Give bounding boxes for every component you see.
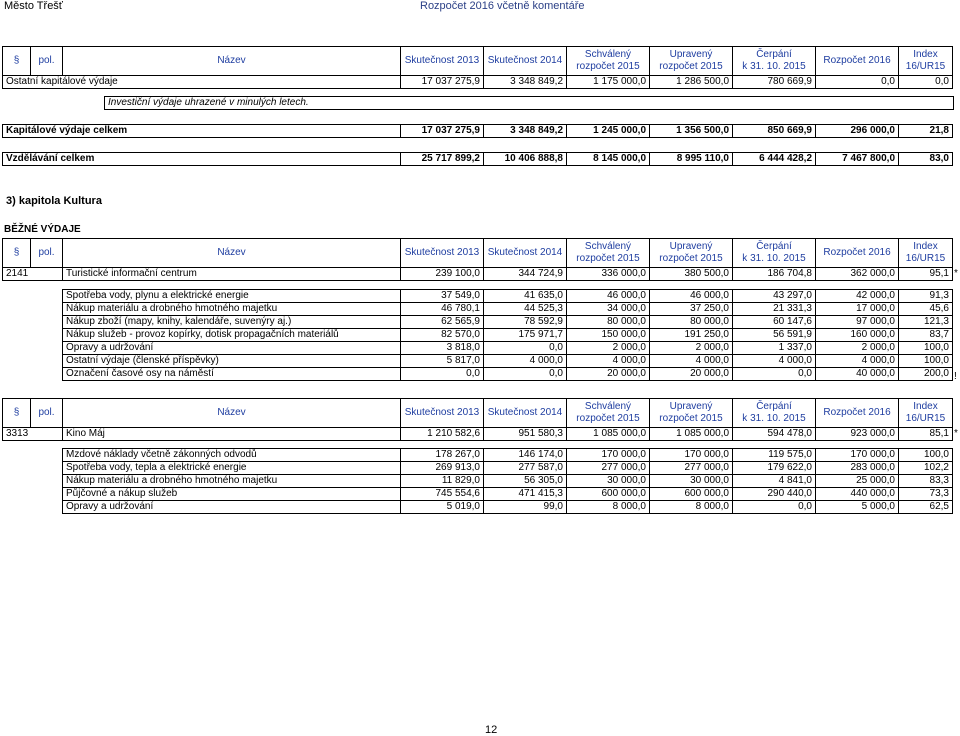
cell: 119 575,0: [733, 449, 816, 462]
cell: 3 818,0: [401, 342, 484, 355]
cell: 0,0: [484, 368, 567, 381]
cell: 82 570,0: [401, 329, 484, 342]
cell: 85,1: [899, 428, 953, 441]
cell: 200,0: [899, 368, 953, 381]
cell: 5 817,0: [401, 355, 484, 368]
table-row: [63, 303, 953, 316]
cell: 4 000,0: [650, 355, 733, 368]
cell: 951 580,3: [484, 428, 567, 441]
row-name: Kino Máj: [63, 428, 401, 441]
cell: 20 000,0: [650, 368, 733, 381]
row-name: Spotřeba vody, plynu a elektrické energie: [63, 290, 401, 303]
cell: 121,3: [899, 316, 953, 329]
cell: 850 669,9: [733, 125, 816, 138]
block1-items-table: [62, 289, 953, 381]
col-index: Index 16/UR15: [899, 399, 953, 428]
cell: 4 000,0: [484, 355, 567, 368]
cell: 45,6: [899, 303, 953, 316]
cell: 283 000,0: [816, 462, 899, 475]
col-cerpani: Čerpání k 31. 10. 2015: [733, 47, 816, 76]
cell: 146 174,0: [484, 449, 567, 462]
cell: 97 000,0: [816, 316, 899, 329]
kap-total-table: [2, 124, 953, 138]
cell: 25 000,0: [816, 475, 899, 488]
cell: 62,5: [899, 501, 953, 514]
cell: 191 250,0: [650, 329, 733, 342]
cell: 5 000,0: [816, 501, 899, 514]
cell: 160 000,0: [816, 329, 899, 342]
cell: 1 245 000,0: [567, 125, 650, 138]
cell: 100,0: [899, 449, 953, 462]
table-row: [63, 355, 953, 368]
cell: 78 592,9: [484, 316, 567, 329]
col-pol: pol.: [31, 47, 63, 76]
cell: 178 267,0: [401, 449, 484, 462]
cell: 80 000,0: [567, 316, 650, 329]
cell: 1 337,0: [733, 342, 816, 355]
cell: 3 348 849,2: [484, 76, 567, 89]
vzdel-total-table: [2, 152, 953, 166]
cell: 0,0: [733, 501, 816, 514]
cell: 2 000,0: [567, 342, 650, 355]
cell: 1 210 582,6: [401, 428, 484, 441]
col-s2014: Skutečnost 2014: [484, 399, 567, 428]
cell: 5 019,0: [401, 501, 484, 514]
cell: 44 525,3: [484, 303, 567, 316]
cell: 0,0: [816, 76, 899, 89]
col-cerpani: Čerpání k 31. 10. 2015: [733, 399, 816, 428]
cell: 41 635,0: [484, 290, 567, 303]
cell: 3 348 849,2: [484, 125, 567, 138]
cell: 277 587,0: [484, 462, 567, 475]
row-name: Označení časové osy na náměstí: [63, 368, 401, 381]
cell: 269 913,0: [401, 462, 484, 475]
row-mark: !: [954, 371, 957, 382]
section-title: 3) kapitola Kultura: [6, 195, 102, 207]
col-schvaleny: Schválený rozpočet 2015: [567, 239, 650, 268]
header-document-title: Rozpočet 2016 včetně komentáře: [420, 0, 585, 12]
cell: 1 356 500,0: [650, 125, 733, 138]
cell: 10 406 888,8: [484, 153, 567, 166]
cell: 30 000,0: [567, 475, 650, 488]
paragraph-icon: §: [3, 399, 31, 428]
table-row: [63, 488, 953, 501]
table-row: [63, 449, 953, 462]
cell: 62 565,9: [401, 316, 484, 329]
table-row: [63, 290, 953, 303]
cell: 56 305,0: [484, 475, 567, 488]
cell: 100,0: [899, 355, 953, 368]
table-header-row: [3, 399, 953, 428]
cell: 170 000,0: [650, 449, 733, 462]
col-s2014: Skutečnost 2014: [484, 239, 567, 268]
cell: 440 000,0: [816, 488, 899, 501]
col-nazev: Název: [63, 47, 401, 76]
cell: 170 000,0: [567, 449, 650, 462]
cell: 17 000,0: [816, 303, 899, 316]
cell: 2 000,0: [650, 342, 733, 355]
page-number: 12: [485, 724, 498, 736]
header-town: Město Třešť: [4, 0, 63, 12]
row-name: Opravy a udržování: [63, 342, 401, 355]
cell: 17 037 275,9: [401, 125, 484, 138]
col-s2013: Skutečnost 2013: [401, 239, 484, 268]
cell: 4 000,0: [733, 355, 816, 368]
row-mark: *: [954, 428, 958, 439]
cell: 1 175 000,0: [567, 76, 650, 89]
table-row: [3, 76, 953, 89]
cell: 0,0: [401, 368, 484, 381]
row-code: 3313: [3, 428, 63, 441]
row-name: Nákup zboží (mapy, knihy, kalendáře, suvenýry aj.): [63, 316, 401, 329]
col-index: Index 16/UR15: [899, 239, 953, 268]
cell: 21,8: [899, 125, 953, 138]
table-row: [63, 368, 953, 381]
cell: 60 147,6: [733, 316, 816, 329]
row-name: Nákup služeb - provoz kopírky, dotisk propagačních materiálů: [63, 329, 401, 342]
row-name: Opravy a udržování: [63, 501, 401, 514]
row-name: Nákup materiálu a drobného hmotného majetku: [63, 303, 401, 316]
cell: 56 591,9: [733, 329, 816, 342]
col-index: Index 16/UR15: [899, 47, 953, 76]
col-upraveny: Upravený rozpočet 2015: [650, 399, 733, 428]
cell: 471 415,3: [484, 488, 567, 501]
row-name: Ostatní kapitálové výdaje: [3, 76, 401, 89]
note-investment: Investiční výdaje uhrazené v minulých letech.: [104, 96, 954, 110]
cell: 80 000,0: [650, 316, 733, 329]
cell: 923 000,0: [816, 428, 899, 441]
cell: 95,1: [899, 268, 953, 281]
table-row: [63, 501, 953, 514]
col-cerpani: Čerpání k 31. 10. 2015: [733, 239, 816, 268]
cell: 17 037 275,9: [401, 76, 484, 89]
cell: 46 780,1: [401, 303, 484, 316]
cell: 46 000,0: [567, 290, 650, 303]
cell: 4 841,0: [733, 475, 816, 488]
cell: 11 829,0: [401, 475, 484, 488]
cell: 186 704,8: [733, 268, 816, 281]
cell: 1 085 000,0: [650, 428, 733, 441]
row-mark: *: [954, 268, 958, 279]
cell: 780 669,9: [733, 76, 816, 89]
col-nazev: Název: [63, 399, 401, 428]
row-name: Turistické informační centrum: [63, 268, 401, 281]
cell: 277 000,0: [567, 462, 650, 475]
cell: 594 478,0: [733, 428, 816, 441]
cell: 600 000,0: [567, 488, 650, 501]
cell: 290 440,0: [733, 488, 816, 501]
col-rozpocet2016: Rozpočet 2016: [816, 239, 899, 268]
col-s2013: Skutečnost 2013: [401, 47, 484, 76]
cell: 0,0: [484, 342, 567, 355]
cell: 46 000,0: [650, 290, 733, 303]
col-pol: pol.: [31, 399, 63, 428]
cell: 7 467 800,0: [816, 153, 899, 166]
cell: 170 000,0: [816, 449, 899, 462]
cell: 8 145 000,0: [567, 153, 650, 166]
cell: 600 000,0: [650, 488, 733, 501]
col-s2014: Skutečnost 2014: [484, 47, 567, 76]
cell: 0,0: [899, 76, 953, 89]
cell: 380 500,0: [650, 268, 733, 281]
cell: 30 000,0: [650, 475, 733, 488]
cell: 150 000,0: [567, 329, 650, 342]
cell: 100,0: [899, 342, 953, 355]
cell: 40 000,0: [816, 368, 899, 381]
cell: 1 085 000,0: [567, 428, 650, 441]
table-row: [3, 268, 953, 281]
cell: 4 000,0: [816, 355, 899, 368]
table-row: [3, 125, 953, 138]
table-row: [63, 462, 953, 475]
col-pol: pol.: [31, 239, 63, 268]
col-upraveny: Upravený rozpočet 2015: [650, 47, 733, 76]
cell: 37 250,0: [650, 303, 733, 316]
cell: 102,2: [899, 462, 953, 475]
subsection-title: BĚŽNÉ VÝDAJE: [4, 224, 81, 235]
cell: 175 971,7: [484, 329, 567, 342]
table-row: [63, 342, 953, 355]
cell: 91,3: [899, 290, 953, 303]
col-rozpocet2016: Rozpočet 2016: [816, 399, 899, 428]
cell: 277 000,0: [650, 462, 733, 475]
row-name: Půjčovné a nákup služeb: [63, 488, 401, 501]
cell: 43 297,0: [733, 290, 816, 303]
paragraph-icon: §: [3, 47, 31, 76]
cell: 37 549,0: [401, 290, 484, 303]
row-name: Kapitálové výdaje celkem: [3, 125, 401, 138]
table-row: [63, 475, 953, 488]
cell: 239 100,0: [401, 268, 484, 281]
cell: 25 717 899,2: [401, 153, 484, 166]
table-header-row: [3, 47, 953, 76]
cell: 83,3: [899, 475, 953, 488]
col-s2013: Skutečnost 2013: [401, 399, 484, 428]
cell: 6 444 428,2: [733, 153, 816, 166]
cell: 99,0: [484, 501, 567, 514]
table-row: [63, 316, 953, 329]
table-header-row: [3, 239, 953, 268]
top-table: [2, 46, 953, 89]
cell: 73,3: [899, 488, 953, 501]
cell: 1 286 500,0: [650, 76, 733, 89]
cell: 83,7: [899, 329, 953, 342]
cell: 179 622,0: [733, 462, 816, 475]
cell: 344 724,9: [484, 268, 567, 281]
cell: 20 000,0: [567, 368, 650, 381]
row-name: Mzdové náklady včetně zákonných odvodů: [63, 449, 401, 462]
table-row: [63, 329, 953, 342]
row-name: Vzdělávání celkem: [3, 153, 401, 166]
col-upraveny: Upravený rozpočet 2015: [650, 239, 733, 268]
cell: 8 995 110,0: [650, 153, 733, 166]
col-schvaleny: Schválený rozpočet 2015: [567, 47, 650, 76]
row-name: Ostatní výdaje (členské příspěvky): [63, 355, 401, 368]
cell: 296 000,0: [816, 125, 899, 138]
row-name: Spotřeba vody, tepla a elektrické energie: [63, 462, 401, 475]
cell: 8 000,0: [567, 501, 650, 514]
paragraph-icon: §: [3, 239, 31, 268]
cell: 0,0: [733, 368, 816, 381]
col-rozpocet2016: Rozpočet 2016: [816, 47, 899, 76]
cell: 336 000,0: [567, 268, 650, 281]
col-nazev: Název: [63, 239, 401, 268]
block2-header-table: [2, 398, 953, 441]
cell: 362 000,0: [816, 268, 899, 281]
cell: 83,0: [899, 153, 953, 166]
cell: 8 000,0: [650, 501, 733, 514]
cell: 42 000,0: [816, 290, 899, 303]
row-code: 2141: [3, 268, 63, 281]
table-row: [3, 428, 953, 441]
cell: 21 331,3: [733, 303, 816, 316]
row-name: Nákup materiálu a drobného hmotného majetku: [63, 475, 401, 488]
block2-items-table: [62, 448, 953, 514]
cell: 2 000,0: [816, 342, 899, 355]
cell: 4 000,0: [567, 355, 650, 368]
block1-header-table: [2, 238, 953, 281]
cell: 745 554,6: [401, 488, 484, 501]
col-schvaleny: Schválený rozpočet 2015: [567, 399, 650, 428]
table-row: [3, 153, 953, 166]
cell: 34 000,0: [567, 303, 650, 316]
